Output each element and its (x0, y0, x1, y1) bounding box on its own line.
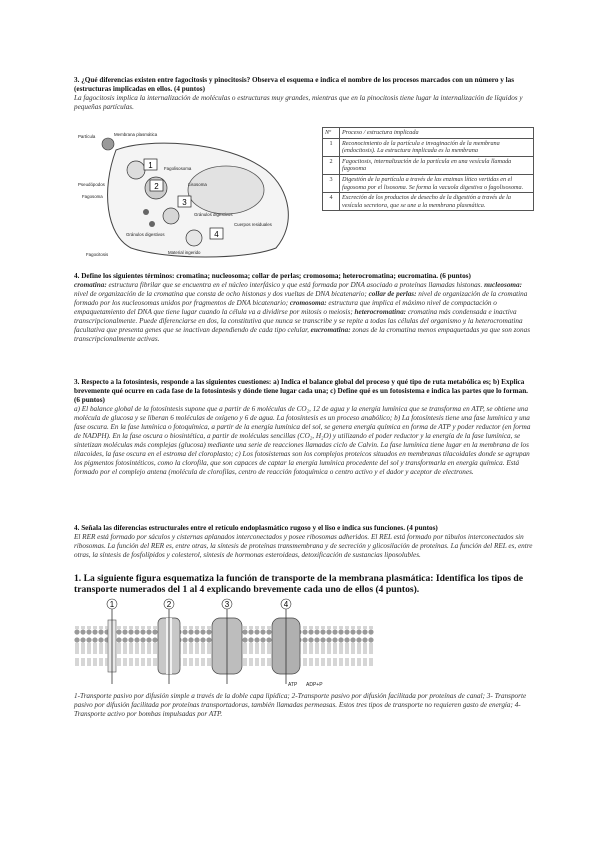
label-phagosome: Fagosoma (82, 194, 103, 199)
term-cromatina: cromatina: (74, 281, 107, 289)
label-pseudopods: Pseudópodos (78, 182, 105, 187)
phagocytosis-diagram (76, 130, 316, 262)
term-collar-de-perlas: collar de perlas: (368, 290, 417, 298)
table-cell-text: Digestión de la partícula a través de las enzimas lítico vertidas en el fagosoma por el lisosoma. Se forma la vacuola digestiva o fagolisosoma. (340, 174, 534, 192)
label-particle: Partícula (78, 134, 96, 139)
label-granules-2: Gránulos digestivos (194, 212, 233, 217)
table-row (323, 193, 534, 211)
term-cromosoma: cromosoma: (289, 299, 327, 307)
table-cell-text: Fagocitosis, internalización de la partícula en una vesícula llamada fagosoma (340, 156, 534, 174)
question-er-block (74, 524, 534, 560)
question-3-block (74, 76, 534, 112)
table-header-number: Nº (323, 128, 340, 139)
question-photosynthesis-heading: 3. Respecto a la fotosíntesis, responde a las siguientes cuestiones: a) Indica el balance global del proceso y qué tipo de ruta metabólica es; b) Explica brevemente qué ocurre en cada fase de la fotosíntesis y dónde tiene lugar cada una; c) Define qué es un fotosistema e indica las partes que lo forman. (6 puntos) (74, 378, 528, 404)
question-photosynthesis-block (74, 378, 534, 477)
def-heterocromatina: cromatina más condensada e inactiva transcripcionalmente. Puede diferenciarse en dos, la constitutiva que nunca se transcribe y se repite a todas las células del organismo y la heterocromatina facultativa que presenta genes que se inactivan dependiendo de cada tipo celular, (74, 308, 523, 334)
number-1-label: 1 (148, 161, 153, 170)
table-cell-text: Excreción de los productos de desecho de la digestión a través de la vesícula secretora, que se une a la membrana plasmática. (340, 193, 534, 211)
atp-label: ATP (288, 682, 298, 688)
label-phagocytosis: Fagocitosis (86, 252, 109, 257)
table-row (323, 138, 534, 156)
question-4-block (74, 272, 534, 344)
label-lysosome: Lisosoma (188, 182, 207, 187)
transport-number-3: 3 (224, 600, 230, 609)
particle-shape (102, 138, 114, 150)
transport-number-1: 1 (109, 600, 115, 609)
question-4-heading: 4. Define los siguientes términos: cromatina; nucleosoma; collar de perlas; cromosoma; heterocromatina; eucromatina. (6 puntos) (74, 272, 471, 280)
table-header-process: Proceso / estructura implicada (340, 128, 534, 139)
digestive-granule-shape (149, 221, 155, 227)
term-heterocromatina: heterocromatina: (354, 308, 407, 316)
table-cell-text: Reconocimiento de la partícula e invaginación de la membrana (endocitosis). La estructura implicada es la membrana (340, 138, 534, 156)
phagosome-shape (127, 161, 145, 179)
transport-number-4: 4 (283, 600, 289, 609)
nucleus-shape (188, 166, 264, 214)
number-4-label: 4 (214, 230, 219, 239)
question-er-answer: El RER está formado por sáculos y cisternas aplanados interconectados y posee ribosomas adheridos. El REL está formado por túbulos interconectados sin ribosomas. La función del RER es, entre otras, la síntesis de proteínas transmembrana y de secreción y glicosilación de proteínas. La función del REL es, entre otras, la síntesis de fosfolípidos y colesterol, síntesis de hormonas esteroideas, detoxificación de sustancias liposolubles. (74, 533, 533, 559)
question-4-answer (74, 281, 534, 344)
table-row (323, 156, 534, 174)
membrane-transport-diagram (74, 596, 534, 692)
def-collar-de-perlas: nivel de organización de la cromatina formado por los nucleosomas unidos por fragmentos de DNA bicatenario; (74, 290, 528, 307)
table-cell-number: 2 (323, 156, 340, 174)
label-granules-1: Gránulos digestivos (126, 232, 165, 237)
transport-number-2: 2 (166, 600, 172, 609)
table-header-row (323, 128, 534, 139)
label-membrane: Membrana plasmática (114, 132, 158, 137)
term-nucleosoma: nucleosoma: (484, 281, 522, 289)
number-2-label: 2 (154, 182, 159, 191)
table-row (323, 174, 534, 192)
def-eucromatina: zonas de la cromatina menos empaquetadas ya que son zonas transcripcionalmente activas. (74, 326, 531, 343)
question-transport-heading: 1. La siguiente figura esquematiza la función de transporte de la membrana plasmática: Identifica los tipos de transporte numerados del 1 al 4 explicando brevemente cada uno de ellos (4 puntos). (74, 573, 524, 595)
def-nucleosoma: nivel de organización de la cromatina que consta de ocho histonas y dos vueltas de DNA bicatenario; (74, 290, 369, 298)
label-residual-bodies: Cuerpos residuales (234, 222, 272, 227)
table-cell-number: 4 (323, 193, 340, 211)
digestive-granule-shape (143, 209, 149, 215)
label-ingested-material: Material ingerido (168, 250, 201, 255)
def-cromatina: estructura fibrilar que se encuentra en el núcleo interfásico y que está formada por DNA asociado a proteínas llamadas histonas. (106, 281, 485, 289)
table-cell-number: 3 (323, 174, 340, 192)
number-3-label: 3 (182, 198, 187, 207)
label-phagolysosome: Fagolisosoma (164, 166, 192, 171)
secretory-vesicle-shape (186, 230, 202, 246)
process-table (322, 127, 534, 211)
question-3-heading: 3. ¿Qué diferencias existen entre fagocitosis y pinocitosis? Observa el esquema e indica el nombre de los procesos marcados con un número y las (estructuras implicadas en ellos. (4 puntos) (74, 76, 515, 93)
question-er-heading: 4. Señala las diferencias estructurales entre el retículo endoplasmático rugoso y el liso e indica sus funciones. (4 puntos) (74, 524, 438, 532)
term-eucromatina: eucromatina: (310, 326, 351, 334)
question-transport-answer: 1-Transporte pasivo por difusión simple a través de la doble capa lipídica; 2-Transporte pasivo por difusión facilitada por proteínas de canal; 3- Transporte pasivo por difusión facilitada por proteínas transportadoras, también llamadas permeasas. Estos tres tipos de transporte no requieren gasto de energía; 4-Transporte activo por bombas impulsadas por ATP. (74, 692, 527, 718)
def-cromosoma: estructura que implica el máximo nivel de compactación o empaquetamiento del DNA que tiene lugar cuando la célula va a dividirse por mitosis o meiosis; (74, 299, 497, 316)
adp-label: ADP+P (306, 682, 323, 688)
question-photosynthesis-answer: a) El balance global de la fotosíntesis supone que a partir de 6 moléculas de CO₂, 12 de agua y la energía lumínica que se transforma en ATP, se obtiene una molécula de glucosa y se liberan 6 moléculas de oxígeno y 6 de agua. La fotosíntesis es un proceso anabólico; b) La fotosíntesis tiene una fase lumínica y una fase oscura. En la fase lumínica o fotoquímica, a partir de la energía lumínica del sol, se genera energía química en forma de ATP y poder reductor (en forma de NADPH). En la fase oscura o biosintética, a partir de moléculas sencillas (CO₂, H₂O) y utilizando el poder reductor y la energía de la fase lumínica, se sintetizan moléculas más complejas (glucosa) mediante una serie de reacciones llamadas ciclo de Calvin. La fase lumínica tiene lugar en la membrana de los tilacoides, la fase oscura en el estroma del cloroplasto; c) Los fotosistemas son los complejos proteicos situados en membranas tilacoidales donde se agrupan los pigmentos fotosintéticos, como la clorofila, que son capaces de captar la energía lumínica procedente del sol y transformarla en energía química. Está formado por el complejo antena (molécula de clorofilas, centro de reacción fotoquímica o centro activo y el dador y aceptor de electrones. (74, 405, 531, 476)
residual-body-shape (163, 208, 179, 224)
table-cell-number: 1 (323, 138, 340, 156)
question-3-answer: La fagocitosis implica la internalización de moléculas o estructuras muy grandes, mientras que en la pinocitosis tiene lugar la internalización de líquidos y pequeñas partículas. (74, 94, 523, 111)
